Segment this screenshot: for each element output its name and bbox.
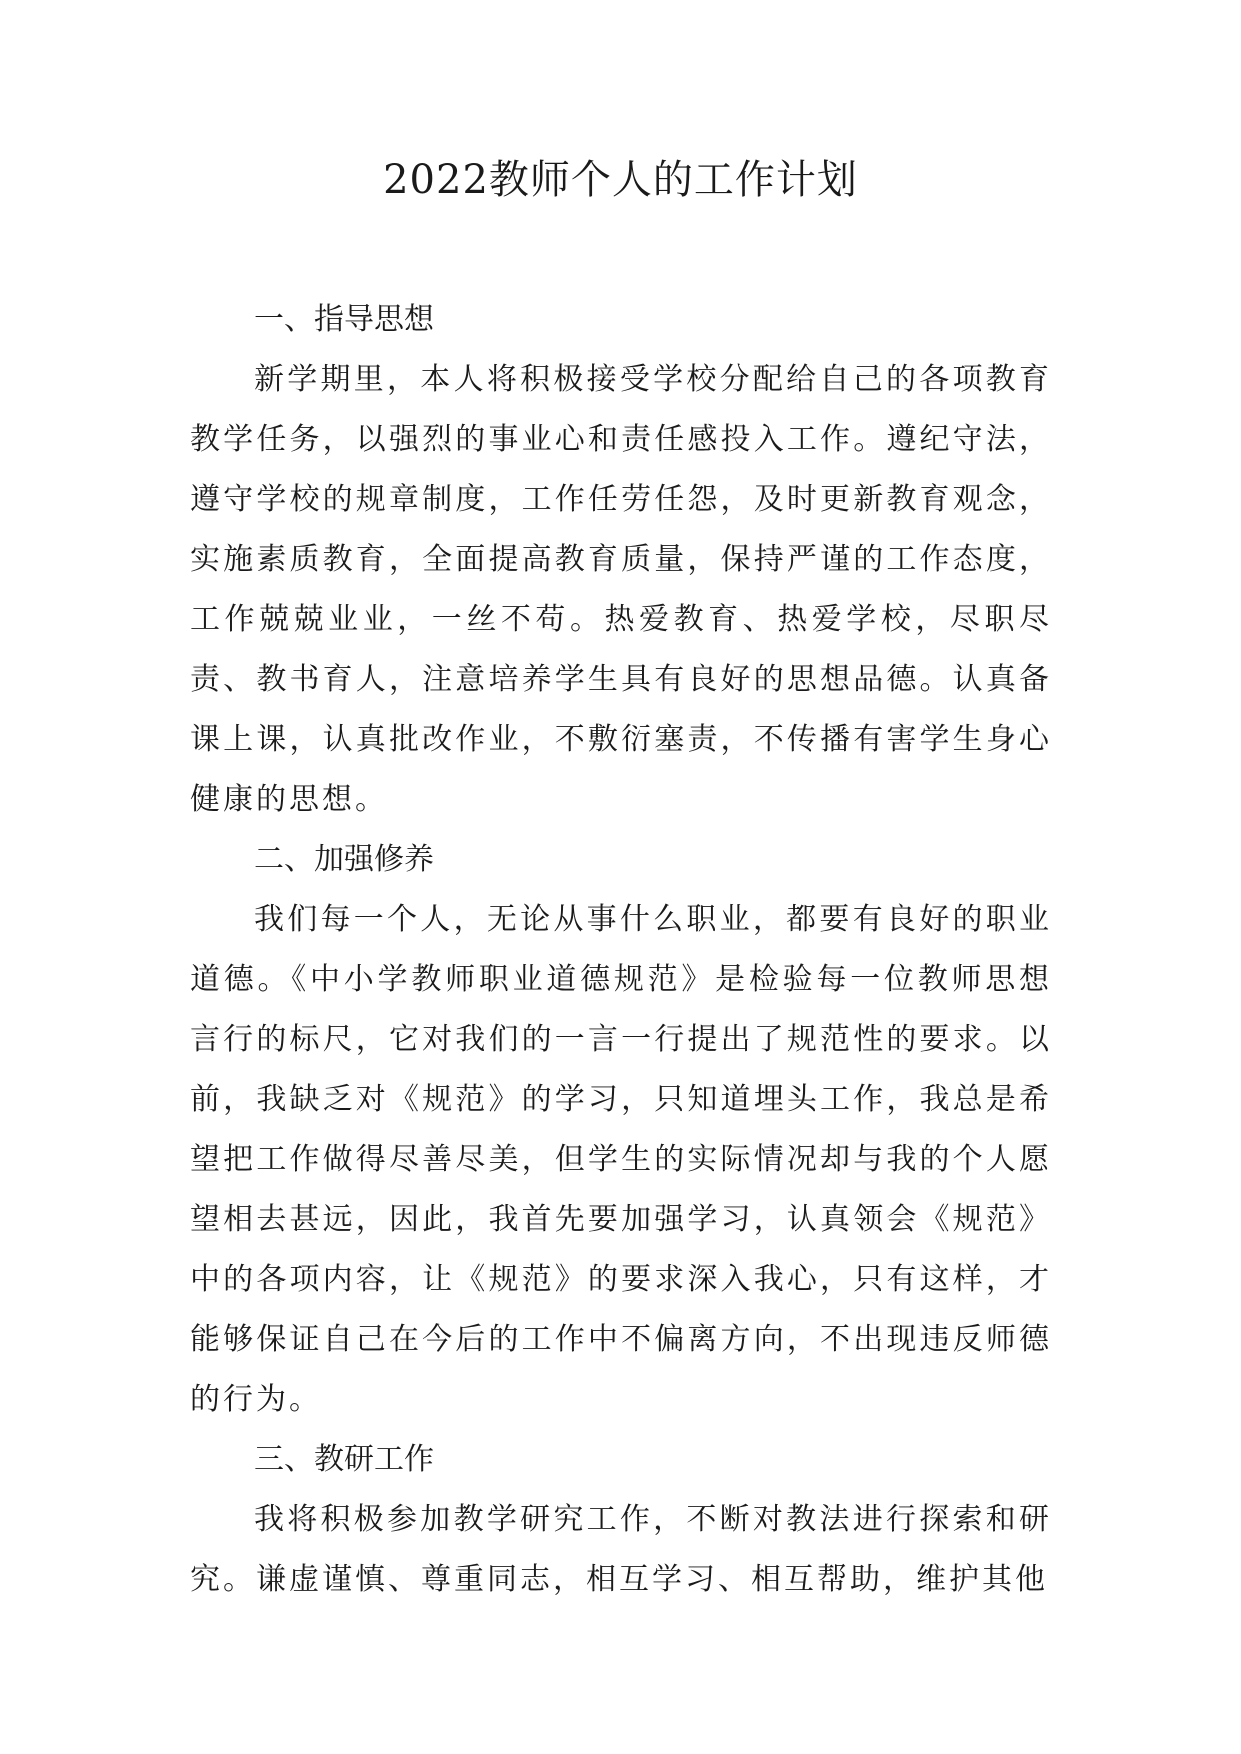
- section-teaching-research: [190, 1430, 1052, 1610]
- document-title: 2022教师个人的工作计划: [383, 157, 858, 203]
- section-heading: 一、指导思想: [254, 302, 434, 337]
- section-paragraph: 我将积极参加教学研究工作，不断对教法进行探索和研究。谦虚谨慎、尊重同志，相互学习、相互帮助，维护其他: [190, 1502, 1052, 1597]
- document-body: [190, 290, 1052, 1610]
- section-heading: 三、教研工作: [254, 1442, 434, 1477]
- section-paragraph: 新学期里，本人将积极接受学校分配给自己的各项教育教学任务，以强烈的事业心和责任感投入工作。遵纪守法，遵守学校的规章制度，工作任劳任怨，及时更新教育观念，实施素质教育，全面提高教育质量，保持严谨的工作态度，工作兢兢业业，一丝不苟。热爱教育、热爱学校，尽职尽责、教书育人，注意培养学生具有良好的思想品德。认真备课上课，认真批改作业，不敷衍塞责，不传播有害学生身心健康的思想。: [190, 362, 1052, 817]
- section-guiding-thought: [190, 290, 1052, 830]
- section-strengthen-cultivation: [190, 830, 1052, 1430]
- section-paragraph: 我们每一个人，无论从事什么职业，都要有良好的职业道德。《中小学教师职业道德规范》是检验每一位教师思想言行的标尺，它对我们的一言一行提出了规范性的要求。以前，我缺乏对《规范》的学习，只知道埋头工作，我总是希望把工作做得尽善尽美，但学生的实际情况却与我的个人愿望相去甚远，因此，我首先要加强学习，认真领会《规范》中的各项内容，让《规范》的要求深入我心，只有这样，才能够保证自己在今后的工作中不偏离方向，不出现违反师德的行为。: [190, 902, 1052, 1417]
- section-heading: 二、加强修养: [254, 842, 434, 877]
